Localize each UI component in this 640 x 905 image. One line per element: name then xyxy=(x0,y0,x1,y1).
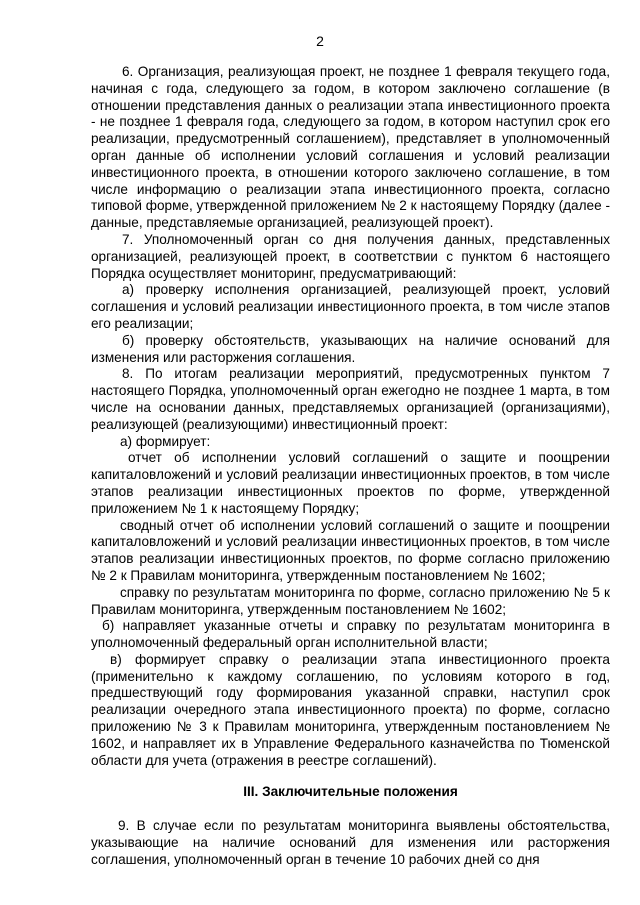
section-heading: III. Заключительные положения xyxy=(243,784,458,800)
document-body xyxy=(91,64,610,869)
paragraph-7b: б) проверку обстоятельств, указывающих на наличие оснований для изменения или расторжения соглашения. xyxy=(91,332,610,365)
paragraph-8a: а) формирует: xyxy=(120,433,211,449)
paragraph-8v: в) формирует справку о реализации этапа инвестиционного проекта (применительно к каждому соглашению, по условиям которого в год, предшествующий году формирования указанной справки, наступил срок реализации очередного этапа инвестиционного проекта) по форме, согласно приложению № 3 к Правилам мониторинга, утвержденным постановлением № 1602, и направляет их в Управление Федерального казначейства по Тюменской области для учета (отражения в реестре соглашений). xyxy=(91,651,610,768)
paragraph-8: 8. По итогам реализации мероприятий, предусмотренных пунктом 7 настоящего Порядка, уполномоченный орган ежегодно не позднее 1 марта, в том числе на основании данных, представляемых организацией (организациями), реализующей (реализующими) инвестиционный проект: xyxy=(91,366,610,432)
paragraph-8a-certificate: справку по результатам мониторинга по форме, согласно приложению № 5 к Правилам мониторинга, утвержденным постановлением № 1602; xyxy=(91,584,610,617)
paragraph-8a-report: отчет об исполнении условий соглашений о защите и поощрении капиталовложений и условий реализации инвестиционных проектов, в том числе этапов реализации инвестиционных проектов по форме, утвержденной приложением № 1 к настоящему Порядку; xyxy=(91,450,610,516)
paragraph-7: 7. Уполномоченный орган со дня получения данных, представленных организацией, реализующей проект, в соответствии с пунктом 6 настоящего Порядка осуществляет мониторинг, предусматривающий: xyxy=(91,231,610,281)
page-number: 2 xyxy=(316,33,324,49)
paragraph-6: 6. Организация, реализующая проект, не позднее 1 февраля текущего года, начиная с года, следующего за годом, в котором заключено соглашение (в отношении представления данных о реализации этапа инвестиционного проекта - не позднее 1 февраля года, следующего за годом, в котором наступил срок его реализации, предусмотренный соглашением), представляет в уполномоченный орган данные об исполнении условий соглашения и условий реализации инвестиционного проекта, в отношении которого заключено соглашение, в том числе информацию о реализации этапа инвестиционного проекта, согласно типовой форме, утвержденной приложением № 2 к настоящему Порядку (далее - данные, представляемые организацией, реализующей проект). xyxy=(91,64,610,231)
paragraph-8b: б) направляет указанные отчеты и справку по результатам мониторинга в уполномоченный федеральный орган исполнительной власти; xyxy=(91,618,610,651)
paragraph-7a: а) проверку исполнения организацией, реализующей проект, условий соглашения и условий реализации инвестиционного проекта, в том числе этапов его реализации; xyxy=(91,282,610,331)
paragraph-9: 9. В случае если по результатам мониторинга выявлены обстоятельства, указывающие на наличие оснований для изменения или расторжения соглашения, уполномоченный орган в течение 10 рабочих дней со дня xyxy=(91,818,610,867)
paragraph-8a-summary-report: сводный отчет об исполнении условий соглашений о защите и поощрении капиталовложений и условий реализации инвестиционных проектов, в том числе этапов реализации инвестиционных проектов, по форме согласно приложению № 2 к Правилам мониторинга, утвержденным постановлением № 1602; xyxy=(91,517,610,583)
